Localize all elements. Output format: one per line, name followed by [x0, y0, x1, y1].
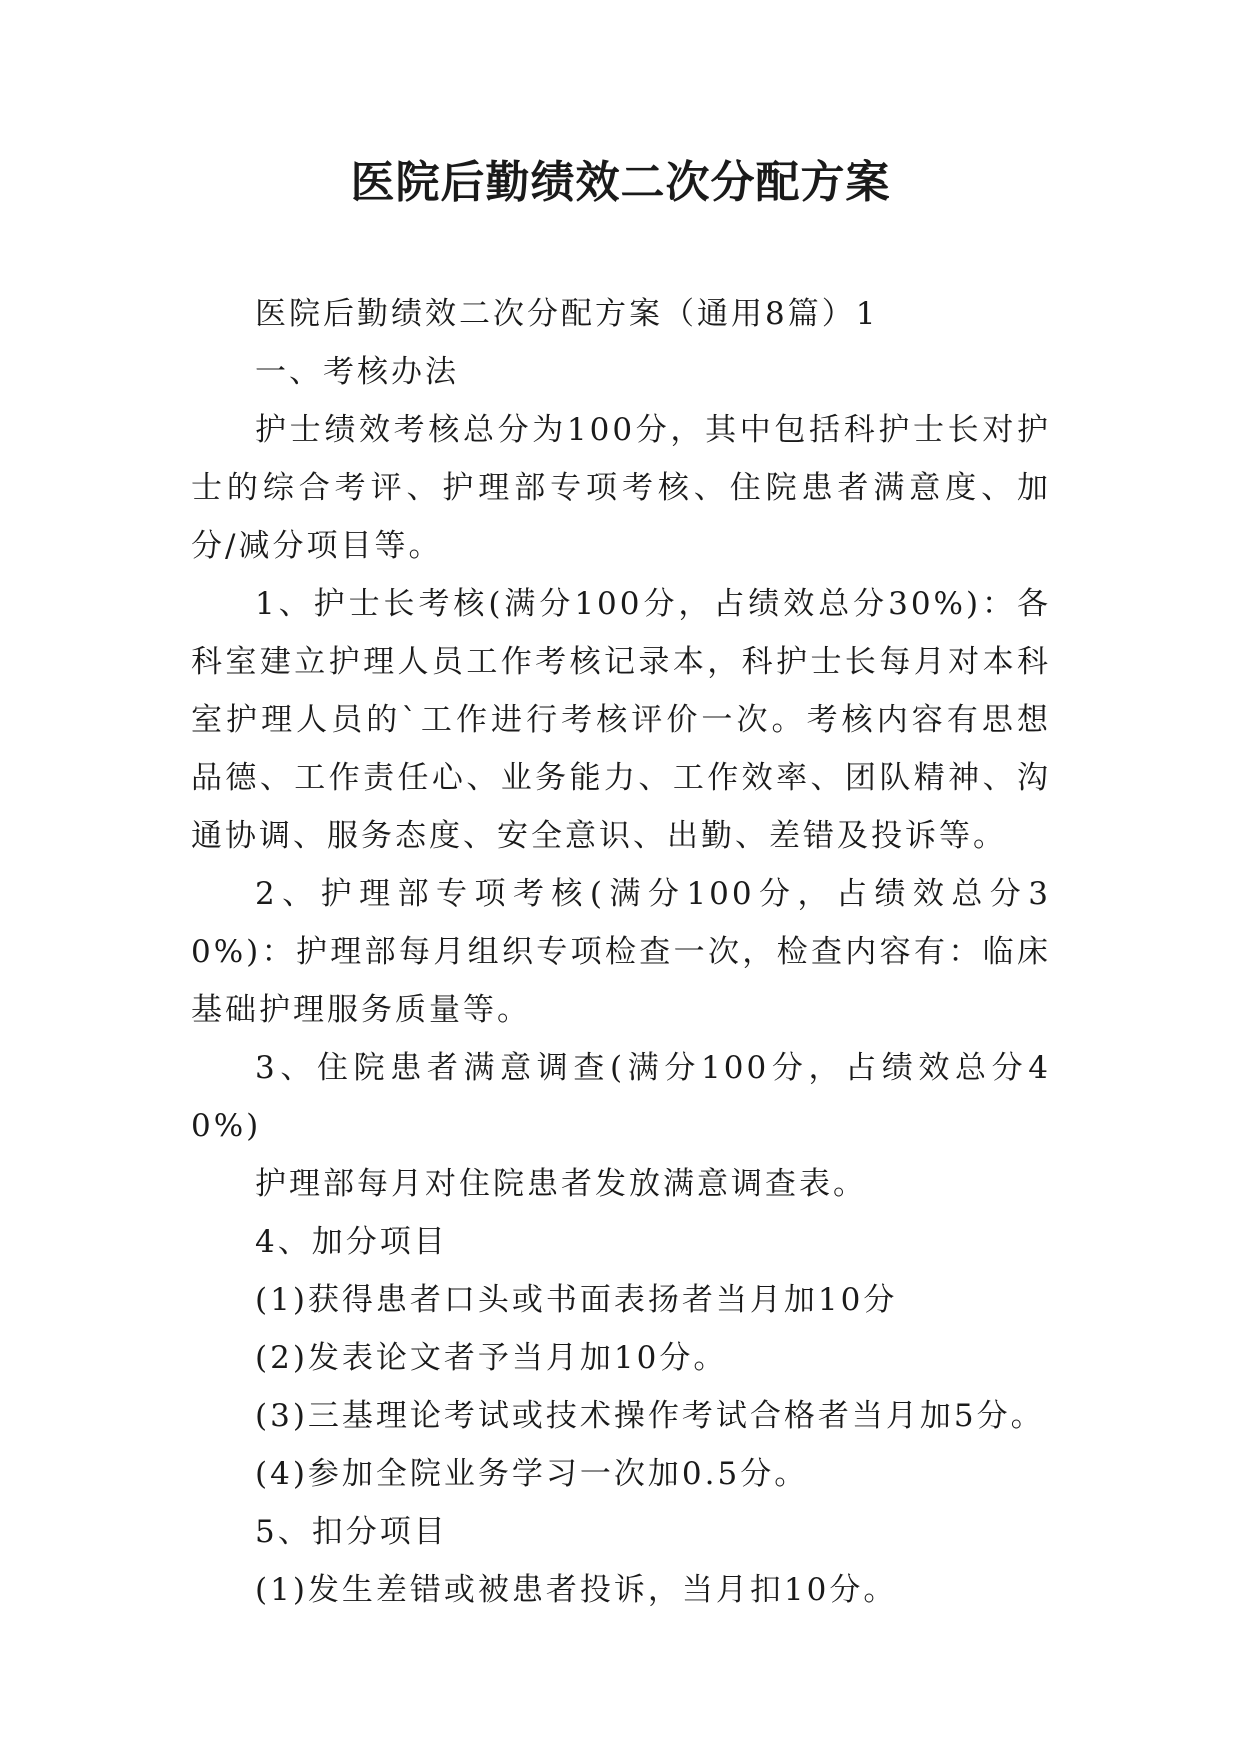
deduction-item-1: (1)发生差错或被患者投诉，当月扣10分。 — [255, 1572, 898, 1608]
paragraph-head-nurse-assessment: 1、护士长考核(满分100分，占绩效总分30%)：各科室建立护理人员工作考核记录本，科护士长每月对本科室护理人员的`工作进行考核评价一次。考核内容有思想品德、工作责任心、业务能力、工作效率、团队精神、沟通协调、服务态度、安全意识、出勤、差错及投诉等。 — [191, 586, 1051, 854]
heading-bonus-items: 4、加分项目 — [255, 1224, 448, 1260]
bonus-item-3: (3)三基理论考试或技术操作考试合格者当月加5分。 — [255, 1398, 1045, 1434]
bonus-item-4: (4)参加全院业务学习一次加0.5分。 — [255, 1456, 809, 1492]
section-heading-assessment-method: 一、考核办法 — [255, 354, 459, 390]
paragraph-patient-satisfaction: 3、住院患者满意调查(满分100分，占绩效总分40%) — [191, 1050, 1051, 1144]
bonus-item-1: (1)获得患者口头或书面表扬者当月加10分 — [255, 1282, 898, 1318]
subtitle-paragraph: 医院后勤绩效二次分配方案（通用8篇）1 — [255, 296, 879, 332]
heading-deduction-items: 5、扣分项目 — [255, 1514, 448, 1550]
paragraph-total-score: 护士绩效考核总分为100分，其中包括科护士长对护士的综合考评、护理部专项考核、住院患者满意度、加分/减分项目等。 — [191, 412, 1051, 564]
paragraph-nursing-dept-assessment: 2、护理部专项考核(满分100分，占绩效总分30%)：护理部每月组织专项检查一次，检查内容有：临床基础护理服务质量等。 — [191, 876, 1051, 1028]
bonus-item-2: (2)发表论文者予当月加10分。 — [255, 1340, 728, 1376]
document-title: 医院后勤绩效二次分配方案 — [350, 157, 891, 208]
paragraph-satisfaction-survey: 护理部每月对住院患者发放满意调查表。 — [255, 1166, 867, 1202]
document-body — [191, 285, 1051, 1619]
